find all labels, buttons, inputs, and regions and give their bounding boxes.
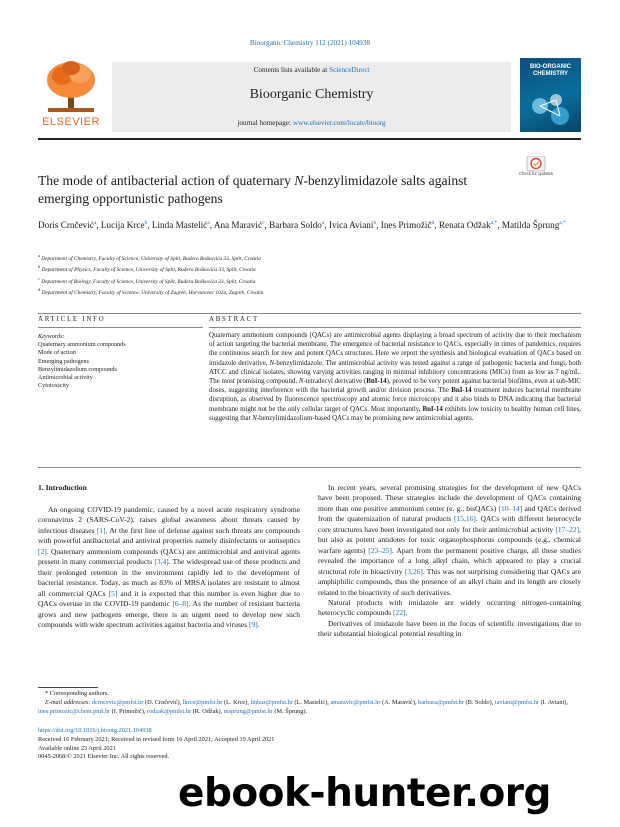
- check-updates-label: Check for updates: [519, 171, 553, 176]
- abstract-segment: -benzylimidazolium-based QACs may be promising new antimicrobial agents.: [256, 414, 474, 422]
- intro-paragraph-1: [38, 505, 300, 630]
- keyword-item: Quaternary ammonium compounds: [38, 341, 126, 349]
- info-heading-rule: [38, 327, 203, 328]
- affiliation-marker: c: [38, 275, 40, 281]
- journal-title: Bioorganic Chemistry: [249, 87, 374, 102]
- affiliation-item: [38, 275, 581, 286]
- cover-title: BIO-ORGANIC CHEMISTRY: [530, 64, 571, 77]
- abstract-text: [209, 331, 581, 423]
- header-rule: [38, 138, 581, 140]
- doi-block: [38, 727, 581, 762]
- compound-label: BnI-14: [366, 378, 387, 386]
- cover-molecule-art: [526, 84, 575, 128]
- body-text: Natural products with imidazole are widely occurring nitrogen-containing heterocyclic compounds: [318, 597, 581, 618]
- title-part-1: The mode of antibacterial action of quaternary: [38, 173, 295, 188]
- email-list: [38, 699, 568, 715]
- author-name: Doris Crnčević: [38, 220, 94, 231]
- affiliation-list: [38, 252, 581, 298]
- journal-cover-image: [520, 58, 581, 132]
- email-owner: (L. Krce),: [222, 698, 251, 706]
- affiliation-item: [38, 286, 581, 297]
- citation-link[interactable]: [5]: [108, 588, 118, 598]
- abstract-heading: ABSTRACT: [209, 316, 259, 323]
- keywords-block: [38, 333, 203, 390]
- body-text: . QACs with different heterocycle core structures have been investigated not only for their antimicrobial activity: [318, 514, 581, 534]
- author-name: Lucija Krce: [100, 220, 145, 231]
- email-link[interactable]: rodzak@pmfst.hr: [146, 707, 192, 715]
- body-text: . At the first line of defense against such threats are compounds with powerful antibacterial and antiviral properties namely disinfectants or antiseptics: [38, 525, 300, 546]
- right-column: [318, 483, 581, 640]
- copyright-line: 0045-2068/© 2021 Elsevier Inc. All rights reserved.: [38, 753, 170, 761]
- abstract-italic: N: [269, 359, 275, 367]
- author-affiliation-marker[interactable]: a: [207, 220, 210, 226]
- info-top-rule: [38, 313, 581, 314]
- email-link[interactable]: barbara@pmfst.hr: [418, 698, 464, 706]
- watermark: ebook-hunter.org: [178, 771, 551, 816]
- citation-link[interactable]: [23–25]: [368, 545, 393, 555]
- author-affiliation-marker[interactable]: a,*: [490, 220, 498, 226]
- body-text: . This was not surprising considering that QACs are amphiphilic compounds, thus the presence of an alkyl chain and its length are closely related to the bioactivity of such derivatives.: [318, 566, 581, 597]
- author-separator: ,: [209, 220, 214, 231]
- compound-label: BnI-14: [422, 405, 443, 413]
- author-name: Renata Odžak: [438, 220, 491, 231]
- author-list: [38, 216, 581, 232]
- body-text: , but also as potent antidotes for toxic organophosphorus compounds (e.g., chemical warfare agents): [318, 524, 581, 555]
- available-online: Available online 23 April 2021: [38, 744, 116, 752]
- check-for-updates-badge[interactable]: [519, 156, 553, 192]
- email-link[interactable]: iaviani@pmfst.hr: [494, 698, 540, 706]
- left-column: [38, 505, 300, 630]
- email-owner: (M. Šprung).: [272, 707, 308, 715]
- email-link[interactable]: dcrncevic@pmfst.hr: [92, 698, 144, 706]
- journal-reference[interactable]: Bioorganic Chemistry 112 (2021) 104938: [249, 39, 371, 47]
- article-title: [38, 172, 508, 208]
- contents-prefix: Contents lists available at: [253, 66, 330, 74]
- compound-label: BnI-14: [451, 387, 472, 395]
- author-separator: ,: [497, 220, 502, 231]
- homepage-prefix: journal homepage:: [237, 119, 293, 127]
- affiliation-text: Department of Physics, Faculty of Science, University of Split, Ruđera Boškovića 33, Split, Croatia: [41, 267, 256, 274]
- homepage-line: [112, 119, 511, 127]
- elsevier-tree-icon: [40, 58, 102, 114]
- contents-line: [112, 66, 511, 74]
- affiliation-text: Department of Biology, Faculty of Science, University of Split, Ruđera Boškovića 33, Split, Croatia: [41, 278, 256, 285]
- keyword-item: Emerging pathogens: [38, 357, 89, 365]
- intro-paragraph-4: [318, 619, 581, 640]
- journal-homepage-link[interactable]: www.elsevier.com/locate/bioorg: [292, 119, 386, 127]
- author-name: Matilda Šprung: [501, 220, 560, 231]
- author-affiliation-marker[interactable]: a: [321, 220, 325, 226]
- body-text: and QACs derived from the quaternization of natural products: [318, 503, 581, 524]
- author-separator: ,: [147, 220, 152, 231]
- elsevier-logo: [38, 58, 104, 132]
- affiliation-item: [38, 263, 581, 274]
- email-label: E-mail addresses:: [45, 698, 91, 706]
- body-text: .: [405, 608, 408, 618]
- body-text: . Apart from the permanent positive charge, all these studies revealed the importance of a long alkyl chain, which appeared to play a crucial structural role in bioactivity: [318, 545, 581, 576]
- email-link[interactable]: lkrce@pmfst.hr: [182, 698, 223, 706]
- citation-link[interactable]: [2]: [38, 546, 47, 556]
- citation-link[interactable]: [10–14]: [498, 503, 523, 513]
- author-separator: ,: [96, 220, 101, 231]
- intro-paragraph-2: [318, 483, 581, 598]
- email-link[interactable]: ines.primozic@chem.pmf.hr: [38, 707, 111, 715]
- abstract-segment: -tetradecyl derivative (: [303, 378, 367, 386]
- author-name: Linda Mastelić: [151, 220, 208, 231]
- author-affiliation-marker[interactable]: a,*: [559, 220, 566, 226]
- citation-link[interactable]: [9]: [249, 619, 258, 629]
- body-text: and it is expected that this number is even higher due to QACs overuse in the COVID-19 pandemic: [38, 588, 301, 609]
- abstract-italic: N: [298, 378, 304, 386]
- author-separator: ,: [324, 220, 329, 231]
- sciencedirect-link[interactable]: ScienceDirect: [329, 66, 370, 74]
- body-text: . As the number of resistant bacteria grows and new pathogens emerge, there is an urgent need to develop new such compounds with wide spectrum activities against bacteria and viruses: [38, 599, 300, 629]
- title-italic-n: N: [294, 173, 304, 188]
- author-affiliation-marker[interactable]: b: [373, 220, 377, 226]
- citation-link[interactable]: [3,26]: [404, 566, 423, 576]
- keyword-item: Cytotoxicity: [38, 382, 69, 390]
- introduction-heading: 1. Introduction: [38, 483, 87, 492]
- email-owner: (L. Mastelić),: [292, 698, 331, 706]
- elsevier-wordmark: ELSEVIER: [42, 116, 100, 128]
- info-bottom-rule: [38, 467, 581, 468]
- email-addresses: [38, 699, 581, 717]
- author-affiliation-marker[interactable]: b: [144, 220, 148, 226]
- citation-link[interactable]: [1]: [96, 525, 106, 535]
- citation-link[interactable]: [6–8]: [172, 599, 189, 609]
- email-owner: (I. Aviani),: [539, 698, 568, 706]
- email-owner: (B. Soldo),: [463, 698, 495, 706]
- author-separator: ,: [376, 220, 381, 231]
- author-affiliation-marker[interactable]: c: [262, 220, 265, 226]
- citation-link[interactable]: [22]: [392, 608, 406, 618]
- body-text: An ongoing COVID-19 pandemic, caused by a novel acute respiratory syndrome coronavirus 2 (SARS-CoV-2), raises global awareness about threats caused by infectious diseases: [38, 505, 300, 535]
- abstract-segment: ), proved to be very potent against bacterial biofilms, even at sub-MIC doses, suggesting interference with the bacterial growth and/or division process. The: [209, 378, 582, 395]
- abstract-segment: -benzylimidazole. The antimicrobial activity was tested against a range of pathogenic bacteria and fungi, both ATCC and clinical isolates, showing varying activities ranging in minimal inhibitory concentrations (MICs) from as low as 7 ng/mL. The most promising compound,: [209, 359, 582, 386]
- email-link[interactable]: amaravic@pmfst.hr: [330, 698, 381, 706]
- received-dates: Received 16 February 2021; Received in revised form 16 April 2021; Accepted 19 April 2021: [38, 735, 275, 743]
- affiliation-text: Department of Chemistry, Faculty of Science, University of Zagreb, Horvatovac 102a, Zagreb, Croatia: [41, 289, 264, 296]
- body-text: . Quaternary ammonium compounds (QACs) are antimicrobial and antiviral agents present in many commercial products: [38, 546, 300, 567]
- abstract-segment: exhibits low toxicity to healthy human cell lines, suggesting that: [209, 405, 581, 422]
- author-name: Ivica Aviani: [328, 220, 374, 231]
- abstract-segment: treatment induces bacterial membrane disruption, as observed by fluorescence spectroscopy and atomic force microscopy and it also binds to DNA indicating that bacterial membrane might not be the only cellular target of QACs. Most importantly,: [209, 387, 581, 413]
- body-text: In recent years, several promising strategies for the development of new QACs have been proposed. These strategies include the development of QACs containing more than one positive ammonium center (e. g., bisQACs): [318, 483, 581, 513]
- affiliation-marker: a: [38, 253, 40, 258]
- author-affiliation-marker[interactable]: a: [93, 220, 97, 226]
- citation-link[interactable]: [15,16]: [453, 514, 476, 524]
- author-affiliation-marker[interactable]: d: [431, 220, 435, 226]
- author-name: Ana Maravić: [213, 220, 263, 231]
- keyword-item: Mode of action: [38, 349, 76, 357]
- author-name: Barbara Soldo: [269, 220, 322, 231]
- author-name: Ines Primožič: [380, 220, 432, 231]
- body-text: Derivatives of imidazole have been in the focus of scientific investigations due to their substantial biological potential resulting in: [318, 618, 581, 639]
- email-owner: (D. Crnčević),: [143, 698, 183, 706]
- abstract-segment: Quaternary ammonium compounds (QACs) are antimicrobial agents displaying a broad spectrum of activity due to their mechanism of action targeting the bacterial membrane. The emergence of bacterial resistance to QACs, especially in times of pandemics, requires the continuous search for new and potent QACs structures. Here we report the synthesis and biological evaluation of QACs based on imidazole derivative,: [209, 332, 581, 367]
- abstract-heading-rule: [209, 327, 581, 328]
- affiliation-item: [38, 252, 581, 263]
- keywords-list: [38, 341, 203, 390]
- intro-paragraph-3: [318, 598, 581, 619]
- email-link[interactable]: linbaz@pmfst.hr: [250, 698, 293, 706]
- email-owner: (A. Maravić),: [380, 698, 419, 706]
- author-separator: ,: [264, 220, 270, 231]
- email-link[interactable]: msprung@pmfst.hr: [223, 707, 273, 715]
- citation-link[interactable]: [17–22]: [555, 524, 580, 534]
- email-owner: (I. Primožič),: [110, 707, 147, 715]
- footnote-rule: [38, 687, 98, 688]
- body-text: . The widespread use of these products and their prolonged retention in the environment rapidly led to the development of bacterial resistance. Today, as much as 83% of MRSA isolates are resistant to almost all commercial QACs: [38, 557, 300, 598]
- body-text: .: [257, 619, 260, 629]
- abstract-italic: N: [252, 414, 257, 422]
- keyword-item: Benzylimidazolium compounds: [38, 365, 117, 373]
- keyword-item: Antimicrobial activity: [38, 374, 93, 382]
- journal-header-band: [112, 62, 511, 132]
- corresponding-authors-note: * Corresponding authors.: [45, 690, 109, 697]
- doi-link[interactable]: https://doi.org/10.1016/j.bioorg.2021.104938: [38, 727, 152, 734]
- email-owner: (R. Odžak),: [191, 707, 224, 715]
- keywords-label: Keywords:: [38, 333, 65, 340]
- title-part-2: -benzylimidazole salts against emerging opportunistic pathogens: [38, 173, 468, 206]
- citation-link[interactable]: [3,4]: [154, 557, 169, 567]
- check-updates-icon: [519, 156, 553, 172]
- article-info-heading: ARTICLE INFO: [38, 316, 106, 323]
- affiliation-text: Department of Chemistry, Faculty of Science, University of Split, Ruđera Boškovića 33, Split, Croatia: [41, 255, 261, 262]
- affiliation-marker: b: [38, 264, 41, 270]
- footnotes: [38, 690, 581, 716]
- affiliation-marker: d: [38, 287, 41, 293]
- author-separator: ,: [434, 220, 439, 231]
